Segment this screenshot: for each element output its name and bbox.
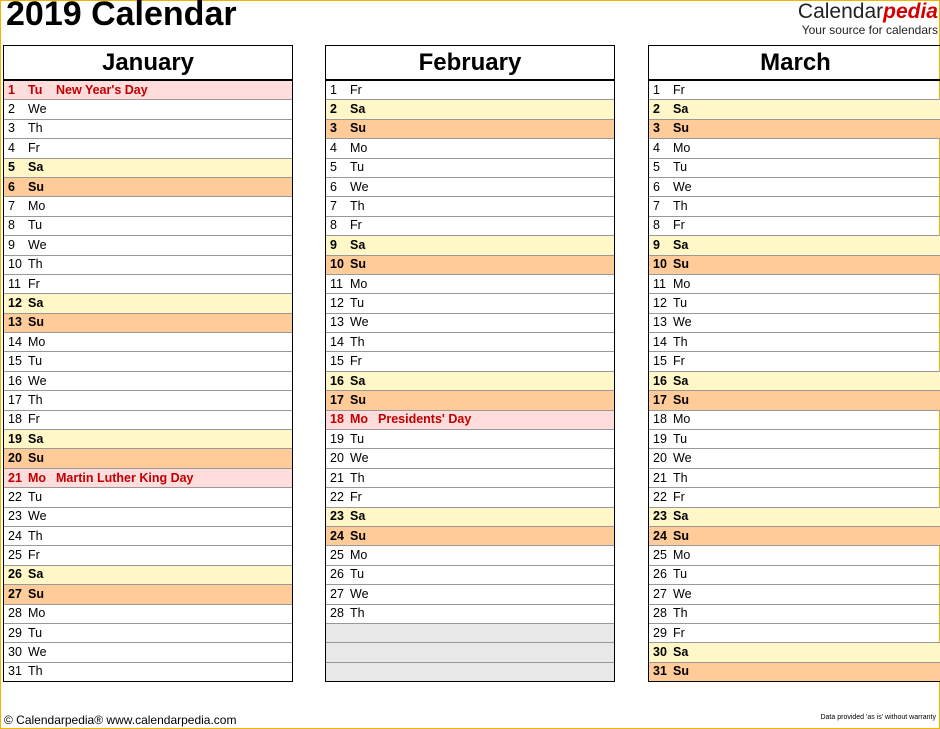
day-number: 22 (330, 489, 344, 504)
day-number: 10 (330, 257, 344, 272)
day-row (4, 236, 292, 255)
weekday: Su (350, 121, 366, 136)
weekday: We (673, 179, 692, 194)
day-number: 26 (8, 567, 22, 582)
day-row (4, 275, 292, 294)
weekday: Sa (28, 160, 44, 175)
day-row (326, 333, 614, 352)
day-number: 24 (653, 528, 667, 543)
holiday-label: Martin Luther King Day (56, 470, 194, 485)
day-row (649, 100, 940, 119)
weekday: Su (28, 179, 44, 194)
day-row (326, 546, 614, 565)
day-number: 23 (330, 509, 344, 524)
weekday: Sa (673, 645, 689, 660)
day-number: 27 (653, 586, 667, 601)
day-number: 15 (8, 354, 22, 369)
day-number: 13 (653, 315, 667, 330)
weekday: Tu (673, 160, 688, 175)
empty-row (326, 663, 614, 682)
day-row (4, 663, 292, 682)
page-title: 2019 Calendar (6, 0, 237, 33)
day-row (4, 294, 292, 313)
day-number: 11 (8, 276, 21, 291)
day-row (649, 430, 940, 449)
day-row (326, 217, 614, 236)
day-number: 3 (653, 121, 660, 136)
weekday: Mo (28, 470, 47, 485)
weekday: Sa (673, 509, 689, 524)
day-number: 19 (653, 431, 667, 446)
weekday: We (28, 373, 47, 388)
weekday: Fr (28, 412, 40, 427)
day-row (326, 488, 614, 507)
weekday: Tu (28, 354, 43, 369)
weekday: Fr (350, 218, 362, 233)
weekday: Su (673, 121, 689, 136)
weekday: Th (28, 257, 43, 272)
day-number: 17 (8, 392, 22, 407)
day-row (649, 546, 940, 565)
empty-row (326, 643, 614, 662)
weekday: Th (350, 606, 365, 621)
day-row (326, 178, 614, 197)
day-number: 25 (330, 548, 344, 563)
day-row (326, 391, 614, 410)
weekday: Fr (28, 276, 40, 291)
weekday: Th (350, 470, 365, 485)
day-row (326, 469, 614, 488)
day-row (649, 120, 940, 139)
day-row (649, 663, 940, 682)
day-number: 14 (653, 334, 667, 349)
day-list (3, 81, 293, 682)
day-number: 18 (653, 412, 667, 427)
day-row (4, 159, 292, 178)
day-number: 23 (8, 509, 22, 524)
day-row (4, 314, 292, 333)
month-january (3, 45, 293, 682)
day-row (649, 605, 940, 624)
day-row (649, 643, 940, 662)
day-number: 2 (653, 102, 660, 117)
weekday: Mo (673, 412, 691, 427)
weekday: Mo (28, 334, 46, 349)
day-number: 24 (330, 528, 344, 543)
day-number: 18 (330, 412, 344, 427)
day-number: 27 (8, 586, 22, 601)
weekday: Th (673, 334, 688, 349)
day-row (326, 352, 614, 371)
weekday: Sa (673, 102, 689, 117)
day-number: 20 (330, 451, 344, 466)
month-title: February (325, 45, 615, 81)
day-row (4, 546, 292, 565)
day-number: 8 (330, 218, 337, 233)
holiday-label: New Year's Day (56, 82, 148, 97)
day-row (326, 120, 614, 139)
weekday: We (350, 315, 369, 330)
holiday-label: Presidents' Day (378, 412, 472, 427)
weekday: Fr (28, 548, 40, 563)
weekday: Mo (350, 140, 368, 155)
weekday: Sa (673, 373, 689, 388)
weekday: Th (28, 528, 43, 543)
weekday: Su (673, 664, 689, 679)
day-row (649, 352, 940, 371)
weekday: We (28, 645, 47, 660)
day-row (649, 449, 940, 468)
month-title: March (648, 45, 940, 81)
day-number: 13 (330, 315, 344, 330)
weekday: Su (673, 528, 689, 543)
day-number: 3 (8, 121, 15, 136)
day-row (4, 566, 292, 585)
day-list (325, 81, 615, 682)
weekday: Tu (28, 82, 43, 97)
weekday: Sa (350, 102, 366, 117)
weekday: We (28, 237, 47, 252)
day-row (4, 81, 292, 100)
weekday: We (673, 451, 692, 466)
day-number: 9 (330, 237, 337, 252)
weekday: Fr (673, 354, 685, 369)
day-row (326, 81, 614, 100)
day-row (326, 236, 614, 255)
weekday: Mo (350, 548, 368, 563)
day-row (4, 469, 292, 488)
day-row (649, 275, 940, 294)
day-number: 16 (330, 373, 344, 388)
day-row (649, 391, 940, 410)
weekday: Sa (28, 431, 44, 446)
day-number: 7 (330, 199, 337, 214)
weekday: Su (350, 392, 366, 407)
day-number: 4 (653, 140, 660, 155)
day-row (649, 585, 940, 604)
day-number: 17 (330, 392, 344, 407)
weekday: Tu (28, 625, 43, 640)
day-row (649, 178, 940, 197)
day-row (326, 197, 614, 216)
day-row (649, 81, 940, 100)
day-number: 31 (8, 664, 22, 679)
day-number: 26 (653, 567, 667, 582)
day-number: 8 (653, 218, 660, 233)
day-number: 14 (8, 334, 22, 349)
day-number: 30 (8, 645, 22, 660)
weekday: Sa (28, 567, 44, 582)
day-row (649, 294, 940, 313)
day-row (4, 197, 292, 216)
day-number: 26 (330, 567, 344, 582)
day-row (326, 508, 614, 527)
weekday: Th (28, 121, 43, 136)
day-number: 21 (653, 470, 667, 485)
day-number: 12 (8, 296, 22, 310)
day-number: 16 (653, 373, 667, 388)
day-row (649, 566, 940, 585)
brand-name (798, 0, 938, 24)
day-row (326, 430, 614, 449)
day-number: 11 (330, 276, 343, 291)
day-row (4, 488, 292, 507)
brand-tagline: Your source for calendars (801, 23, 938, 37)
day-number: 27 (330, 586, 344, 601)
day-number: 1 (330, 82, 337, 97)
day-row (326, 449, 614, 468)
weekday: Su (350, 528, 366, 543)
day-row (4, 411, 292, 430)
day-row (4, 333, 292, 352)
day-row (649, 508, 940, 527)
day-row (326, 275, 614, 294)
day-row (4, 449, 292, 468)
day-number: 9 (8, 237, 15, 252)
weekday: Th (28, 392, 43, 407)
day-row (4, 217, 292, 236)
day-row (326, 100, 614, 119)
empty-row (326, 624, 614, 643)
day-number: 22 (8, 489, 22, 504)
weekday: We (673, 315, 692, 330)
month-title: January (3, 45, 293, 81)
day-number: 19 (8, 431, 22, 446)
weekday: Sa (673, 237, 689, 252)
day-number: 5 (330, 160, 337, 175)
day-number: 15 (653, 354, 667, 369)
day-number: 5 (8, 160, 15, 175)
day-row (649, 256, 940, 275)
day-row (649, 372, 940, 391)
day-number: 16 (8, 373, 22, 388)
day-row (649, 411, 940, 430)
day-row (649, 624, 940, 643)
footer-copyright: © Calendarpedia® www.calendarpedia.com (4, 713, 237, 727)
weekday: We (673, 586, 692, 601)
weekday: Fr (673, 625, 685, 640)
day-number: 28 (653, 606, 667, 621)
day-number: 18 (8, 412, 22, 427)
day-number: 12 (330, 296, 344, 310)
weekday: Fr (350, 354, 362, 369)
weekday: Su (673, 257, 689, 272)
day-number: 7 (8, 199, 15, 214)
day-row (4, 372, 292, 391)
day-row (4, 430, 292, 449)
day-number: 13 (8, 315, 22, 330)
weekday: Tu (28, 218, 43, 233)
brand-name-a: Calendar (797, 0, 884, 23)
day-row (649, 333, 940, 352)
day-row (4, 352, 292, 371)
weekday: Fr (673, 218, 685, 233)
weekday: Su (350, 257, 366, 272)
day-row (649, 488, 940, 507)
day-number: 31 (653, 664, 667, 679)
weekday: Th (673, 606, 688, 621)
day-number: 23 (653, 509, 667, 524)
day-row (326, 527, 614, 546)
day-number: 28 (330, 606, 344, 621)
weekday: We (350, 451, 369, 466)
day-row (649, 217, 940, 236)
day-number: 22 (653, 489, 667, 504)
day-row (4, 100, 292, 119)
day-number: 10 (653, 257, 667, 272)
day-row (4, 391, 292, 410)
weekday: Th (673, 199, 688, 214)
weekday: Mo (673, 548, 691, 563)
day-number: 24 (8, 528, 22, 543)
day-list (648, 81, 940, 682)
day-row (4, 139, 292, 158)
day-row (4, 527, 292, 546)
day-number: 17 (653, 392, 667, 407)
weekday: Th (350, 199, 365, 214)
day-number: 30 (653, 645, 667, 660)
day-number: 21 (8, 470, 22, 485)
day-number: 1 (8, 82, 15, 97)
day-number: 2 (8, 102, 15, 117)
day-number: 9 (653, 237, 660, 252)
weekday: Su (28, 315, 44, 330)
day-number: 19 (330, 431, 344, 446)
weekday: Fr (673, 82, 685, 97)
brand-logo (798, 0, 938, 37)
day-row (649, 139, 940, 158)
day-row (326, 566, 614, 585)
weekday: Su (673, 392, 689, 407)
day-row (649, 236, 940, 255)
weekday: Sa (350, 237, 366, 252)
day-number: 6 (8, 179, 15, 194)
day-number: 29 (8, 625, 22, 640)
weekday: Sa (350, 509, 366, 524)
footer-disclaimer: Data provided 'as is' without warranty (820, 714, 936, 721)
weekday: Th (673, 470, 688, 485)
day-number: 3 (330, 121, 337, 136)
day-row (649, 159, 940, 178)
day-row (4, 624, 292, 643)
day-number: 14 (330, 334, 344, 349)
day-number: 7 (653, 199, 660, 214)
weekday: Mo (350, 276, 368, 291)
day-number: 12 (653, 296, 667, 310)
day-row (326, 294, 614, 313)
day-row (4, 508, 292, 527)
day-number: 15 (330, 354, 344, 369)
day-number: 10 (8, 257, 22, 272)
weekday: Mo (673, 276, 691, 291)
day-number: 4 (330, 140, 337, 155)
day-row (326, 605, 614, 624)
weekday: We (350, 179, 369, 194)
weekday: Mo (28, 199, 46, 214)
weekday: Fr (28, 140, 40, 155)
weekday: Fr (350, 489, 362, 504)
weekday: Tu (350, 567, 365, 582)
weekday: Fr (350, 82, 362, 97)
day-row (4, 643, 292, 662)
day-row (4, 256, 292, 275)
day-number: 1 (653, 82, 660, 97)
day-number: 25 (8, 548, 22, 563)
day-number: 29 (653, 625, 667, 640)
day-row (326, 139, 614, 158)
weekday: Sa (350, 373, 366, 388)
weekday: Fr (673, 489, 685, 504)
weekday: Tu (350, 296, 365, 310)
day-number: 25 (653, 548, 667, 563)
day-number: 6 (330, 179, 337, 194)
day-number: 8 (8, 218, 15, 233)
day-row (4, 120, 292, 139)
day-row (649, 527, 940, 546)
weekday: Su (28, 586, 44, 601)
day-row (326, 585, 614, 604)
weekday: Tu (673, 296, 688, 310)
weekday: Tu (350, 431, 365, 446)
day-number: 20 (8, 451, 22, 466)
weekday: Tu (673, 567, 688, 582)
day-row (649, 469, 940, 488)
weekday: Sa (28, 296, 44, 310)
day-row (4, 605, 292, 624)
weekday: Mo (673, 140, 691, 155)
weekday: Th (350, 334, 365, 349)
day-number: 11 (653, 276, 666, 291)
day-row (326, 256, 614, 275)
weekday: Tu (28, 489, 43, 504)
day-row (4, 585, 292, 604)
day-row (649, 197, 940, 216)
day-number: 21 (330, 470, 344, 485)
weekday: We (28, 102, 47, 117)
weekday: Su (28, 451, 44, 466)
day-number: 28 (8, 606, 22, 621)
weekday: We (28, 509, 47, 524)
weekday: Tu (673, 431, 688, 446)
brand-name-b: pedia (883, 0, 938, 23)
day-row (4, 178, 292, 197)
day-number: 4 (8, 140, 15, 155)
day-number: 5 (653, 160, 660, 175)
day-row (326, 411, 614, 430)
day-number: 6 (653, 179, 660, 194)
weekday: Mo (28, 606, 46, 621)
day-row (649, 314, 940, 333)
day-number: 20 (653, 451, 667, 466)
day-row (326, 372, 614, 391)
weekday: Mo (350, 412, 369, 427)
weekday: We (350, 586, 369, 601)
month-march (648, 45, 940, 682)
weekday: Tu (350, 160, 365, 175)
day-row (326, 159, 614, 178)
day-row (326, 314, 614, 333)
weekday: Th (28, 664, 43, 679)
month-february (325, 45, 615, 682)
day-number: 2 (330, 102, 337, 117)
